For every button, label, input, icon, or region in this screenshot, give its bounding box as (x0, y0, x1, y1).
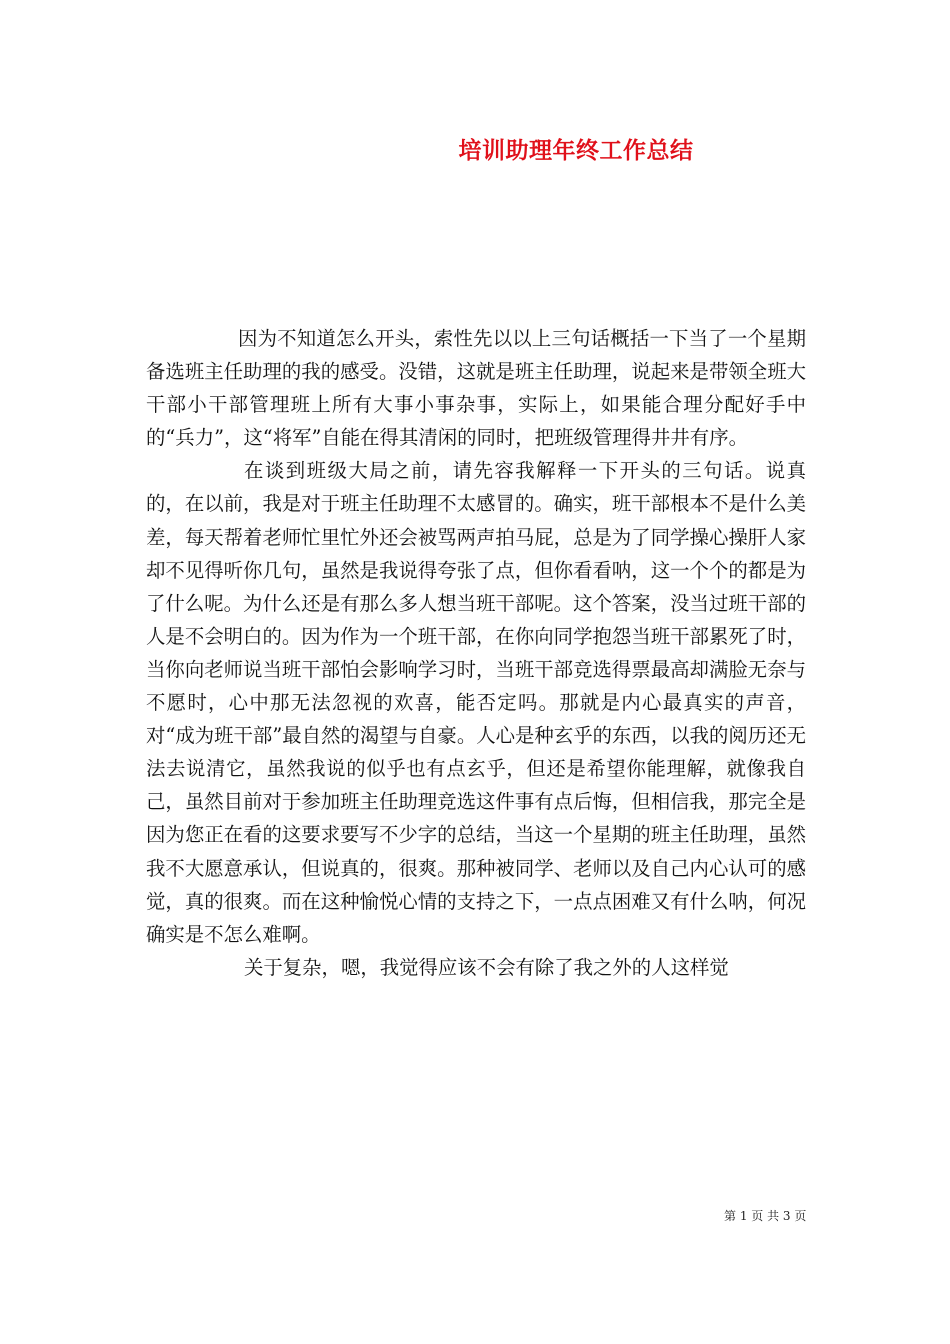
paragraph-1: 因为不知道怎么开头，索性先以以上三句话概括一下当了一个星期备选班主任助理的我的感受。没错，这就是班主任助理，说起来是带领全班大干部小干部管理班上所有大事小事杂事，实际上，如果能合理分配好手中的“兵力”，这“将军”自能在得其清闲的同时，把班级管理得井井有序。 (146, 327, 806, 450)
document-body (146, 322, 806, 984)
page-number-footer: 第 1 页 共 3 页 (724, 1209, 807, 1223)
paragraph-3: 关于复杂，嗯，我觉得应该不会有除了我之外的人这样觉 (244, 955, 729, 979)
paragraph-2: 在谈到班级大局之前，请先容我解释一下开头的三句话。说真的，在以前，我是对于班主任助理不太感冒的。确实，班干部根本不是什么美差，每天帮着老师忙里忙外还会被骂两声拍马屁，总是为了同学操心操肝人家却不见得听你几句，虽然是我说得夸张了点，但你看看呐，这一个个的都是为了什么呢。为什么还是有那么多人想当班干部呢。这个答案，没当过班干部的人是不会明白的。因为作为一个班干部，在你向同学抱怨当班干部累死了时，当你向老师说当班干部怕会影响学习时，当班干部竞选得票最高却满脸无奈与不愿时，心中那无法忽视的欢喜，能否定吗。那就是内心最真实的声音，对“成为班干部”最自然的渴望与自豪。人心是种玄乎的东西，以我的阅历还无法去说清它，虽然我说的似乎也有点玄乎，但还是希望你能理解，就像我自己，虽然目前对于参加班主任助理竞选这件事有点后悔，但相信我，那完全是因为您正在看的这要求要写不少字的总结，当这一个星期的班主任助理，虽然我不大愿意承认，但说真的，很爽。那种被同学、老师以及自己内心认可的感觉，真的很爽。而在这种愉悦心情的支持之下，一点点困难又有什么呐，何况确实是不怎么难啊。 (146, 459, 806, 946)
document-title: 培训助理年终工作总结 (458, 137, 694, 164)
